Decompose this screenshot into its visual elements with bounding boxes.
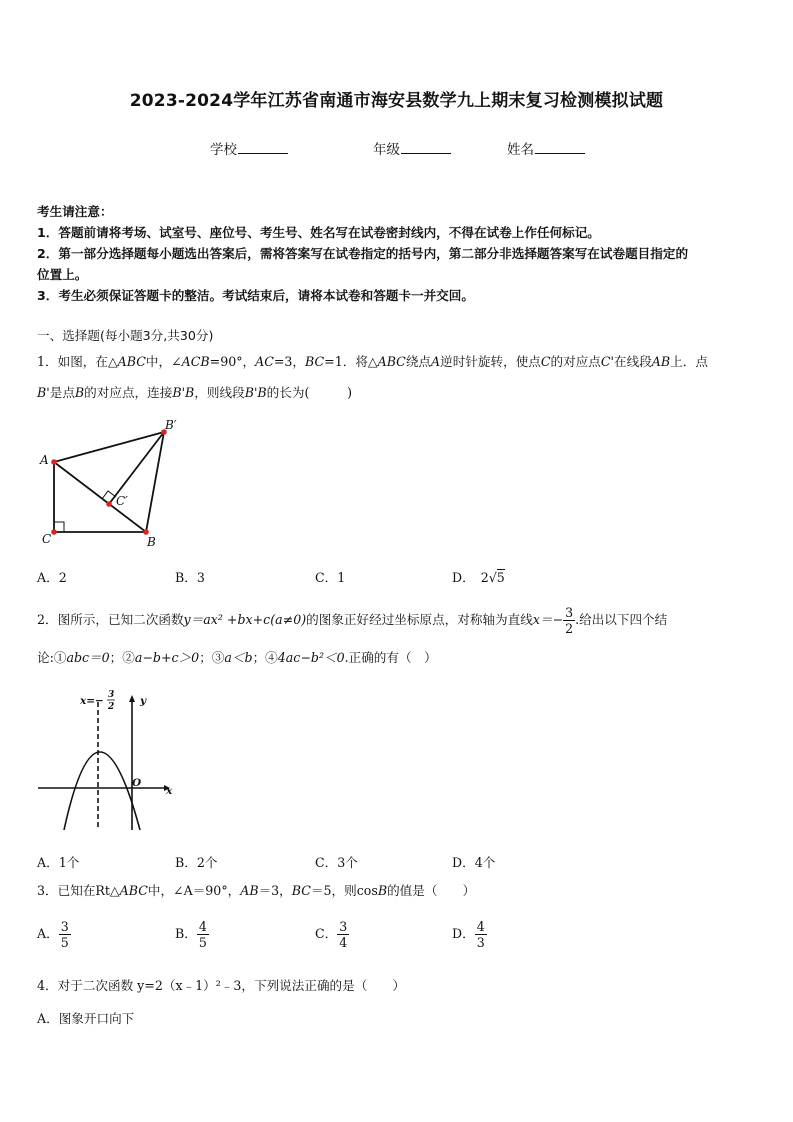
q3-option-a[interactable]: A． $\frac{3}{5}$ (37, 919, 69, 950)
school-blank[interactable] (238, 141, 288, 154)
page-title: 2023-2024学年江苏省南通市海安县数学九上期末复习检测模拟试题 (129, 91, 664, 111)
q1-option-c[interactable]: C．1 (315, 570, 346, 585)
q1-option-a[interactable]: A．2 (37, 570, 67, 585)
section-heading: 一、选择题(每小题3分,共30分) (37, 328, 214, 343)
question-2-text-line2: 论:①abc＝0；②a−b+c＞0；③a＜b；④4ac−b²＜0.正确的有（ ） (37, 650, 437, 665)
question-4-text: 4．对于二次函数 y=2（x﹣1）²﹣3，下列说法正确的是（ ） (37, 978, 406, 993)
q2-option-c[interactable]: C．3个 (315, 855, 358, 870)
grade-label: 年级 (373, 142, 400, 158)
notice-item: 1．答题前请将考场、试室号、座位号、考生号、姓名写在试卷密封线内，不得在试卷上作任何标记。 (37, 225, 600, 240)
q1-option-b[interactable]: B．3 (175, 570, 205, 585)
axis-eq-label: x=− (80, 695, 104, 707)
q3-option-c[interactable]: C． $\frac{3}{4}$ (315, 919, 348, 950)
school-label: 学校 (210, 142, 237, 158)
question-1-text: 1．如图，在△ABC中，∠ACB=90°，AC=3，BC=1．将△ABC绕点A逆时针旋转，使点C的对应点C'在线段AB上．点 (37, 354, 708, 369)
label-b-prime: B′ (165, 418, 177, 432)
question-1-figure (36, 412, 186, 552)
name-field (507, 138, 585, 158)
svg-text:2: 2 (108, 702, 115, 712)
school-field (210, 138, 288, 158)
notice-heading: 考生请注意： (37, 204, 113, 219)
q2-option-b[interactable]: B．2个 (175, 855, 218, 870)
grade-field (373, 138, 451, 158)
origin-label: O (132, 777, 142, 789)
label-b: B (147, 535, 156, 549)
svg-text:3: 3 (108, 690, 115, 700)
label-a: A (40, 453, 49, 467)
q3-option-b[interactable]: B． $\frac{4}{5}$ (175, 919, 207, 950)
q1-option-d[interactable]: D． 2√5 (452, 570, 505, 585)
grade-blank[interactable] (401, 141, 451, 154)
notice-item: 3．考生必须保证答题卡的整洁。考试结束后，请将本试卷和答题卡一并交回。 (37, 288, 474, 303)
q4-option-a[interactable]: A．图象开口向下 (37, 1011, 135, 1026)
question-1-text-line2: B'是点B的对应点，连接B'B，则线段B'B的长为( ) (37, 385, 353, 400)
name-blank[interactable] (535, 141, 585, 154)
notice-block (37, 201, 762, 306)
y-axis-label: y (140, 695, 147, 707)
question-3-text: 3．已知在Rt△ABC中，∠A＝90°，AB＝3，BC＝5，则cosB的值是（ ） (37, 883, 476, 898)
label-c-prime: C′ (116, 494, 128, 508)
x-axis-label: x (166, 785, 173, 797)
q2-option-a[interactable]: A．1个 (37, 855, 80, 870)
name-label: 姓名 (507, 142, 534, 158)
question-2-text: 2．图所示，已知二次函数y＝ax² +bx+c(a≠0)的图象正好经过坐标原点，对称轴为直线x＝− $\frac{3}{2}$ .给出以下四个结 (37, 605, 668, 636)
question-2-figure (36, 682, 186, 832)
notice-item: 位置上。 (37, 267, 88, 282)
notice-item: 2．第一部分选择题每小题选出答案后，需将答案写在试卷指定的括号内，第二部分非选择题答案写在试卷题目指定的 (37, 246, 689, 261)
q2-option-d[interactable]: D．4个 (452, 855, 496, 870)
label-c: C (42, 532, 52, 546)
q3-option-d[interactable]: D． $\frac{4}{3}$ (452, 919, 485, 950)
